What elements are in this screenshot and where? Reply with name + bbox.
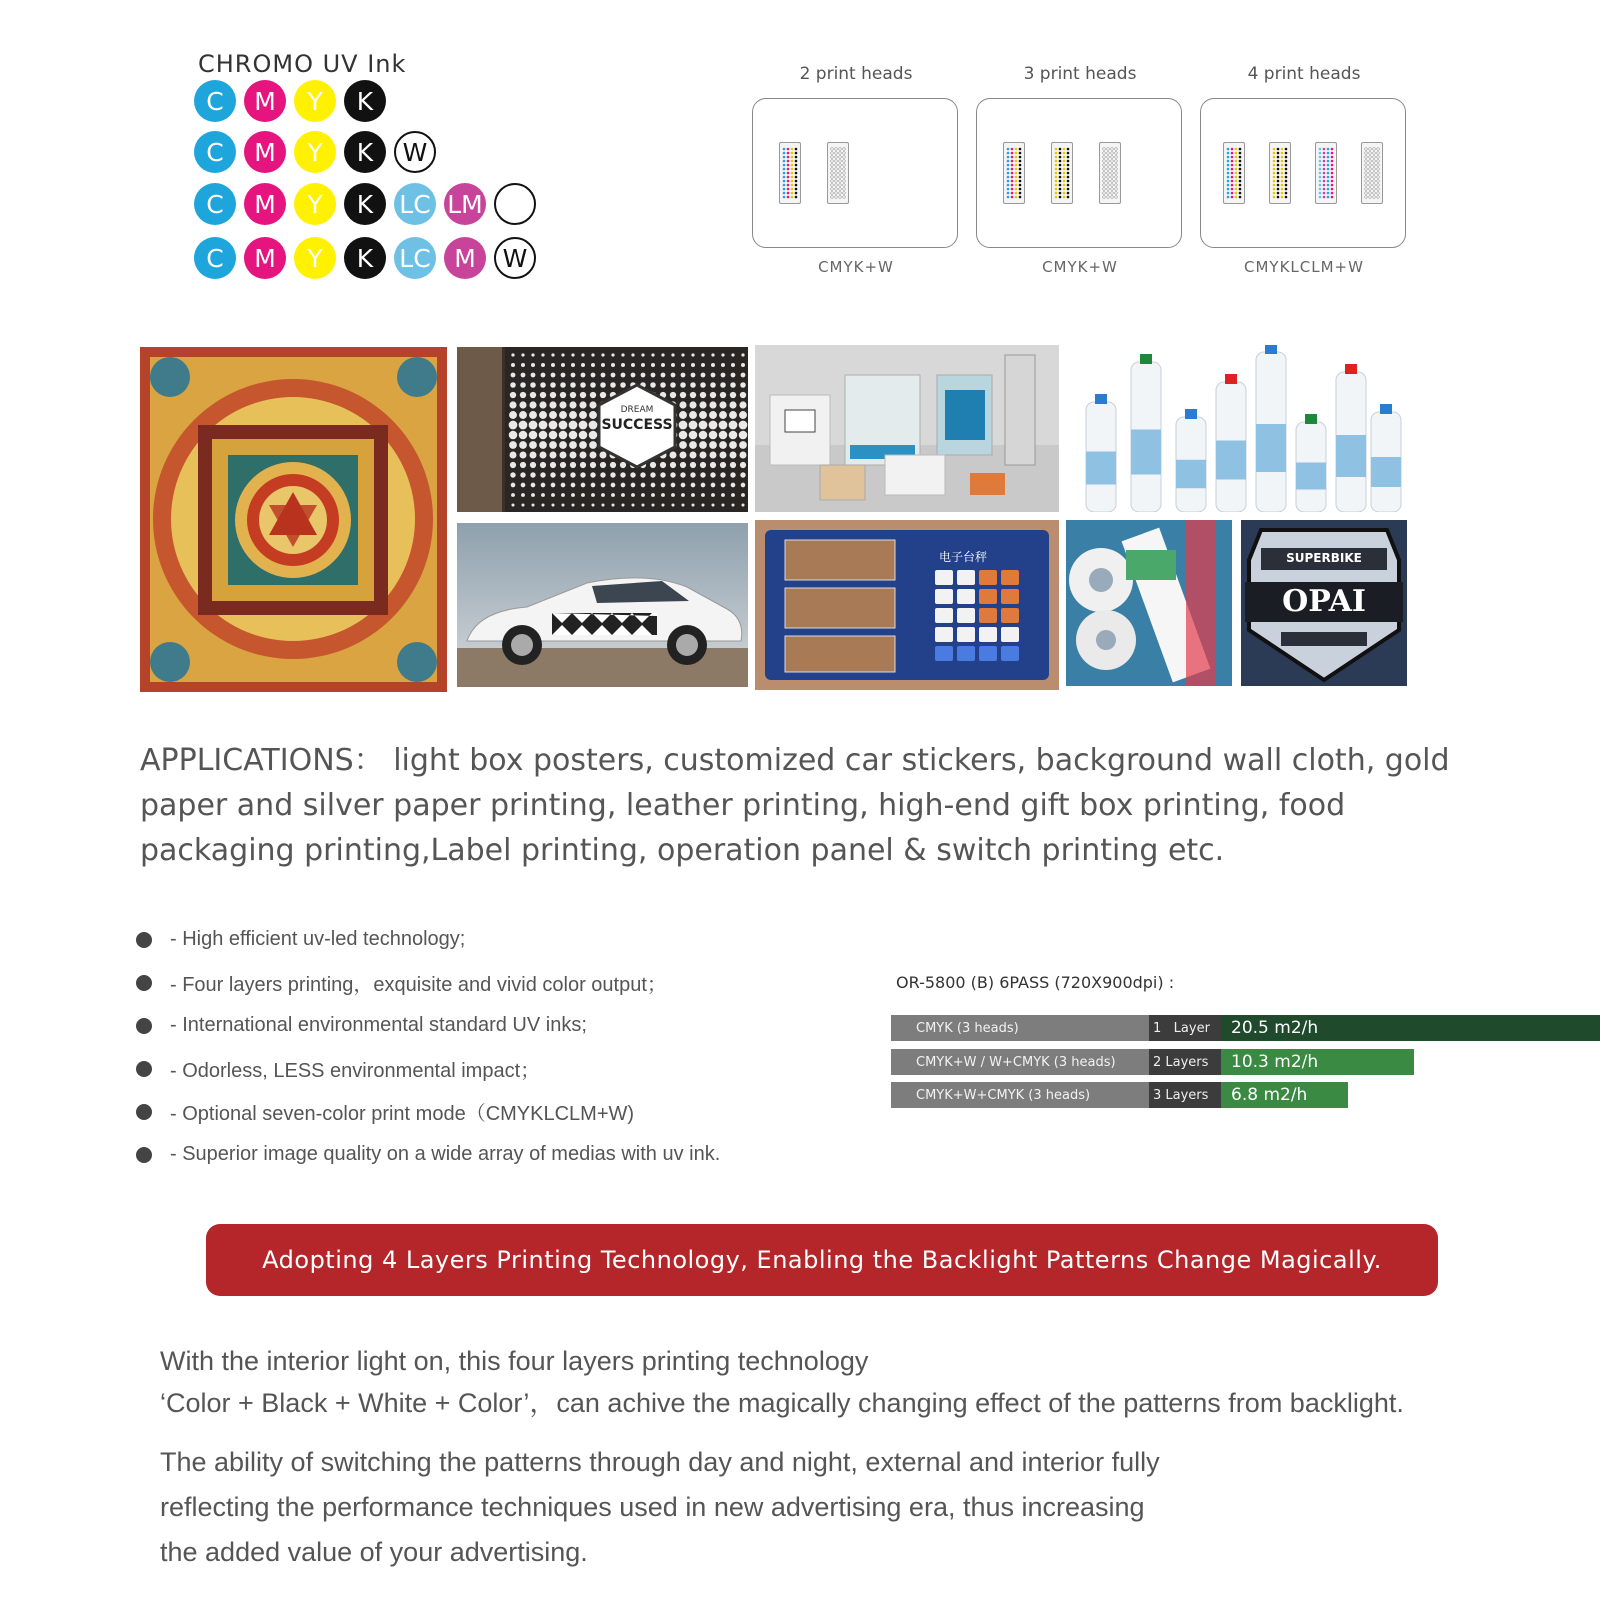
- backlight-paragraph: [160, 1340, 1540, 1424]
- speed-layers-cell: 2 Layers: [1149, 1049, 1221, 1075]
- bullet-icon: [136, 1018, 152, 1034]
- print-head-icon: [1099, 142, 1121, 204]
- feature-item: [136, 1090, 720, 1133]
- print-head-icon: [1003, 142, 1025, 204]
- speed-mode-cell: CMYK+W+CMYK (3 heads): [891, 1082, 1149, 1108]
- ink-swatch: Y: [294, 131, 336, 173]
- feature-item: [136, 918, 720, 961]
- ink-row: [194, 183, 536, 225]
- window-film-success-photo: [457, 347, 748, 512]
- ink-swatch: LC: [394, 183, 436, 225]
- ink-swatch: M: [244, 131, 286, 173]
- speed-mode-cell: CMYK (3 heads): [891, 1015, 1149, 1041]
- ink-swatch: M: [244, 237, 286, 279]
- print-head-carriage: [1200, 98, 1406, 248]
- ink-swatch: C: [194, 131, 236, 173]
- feature-list: [136, 918, 720, 1176]
- ink-swatch: LM: [444, 183, 486, 225]
- print-head-icon: [1315, 142, 1337, 204]
- feature-item: [136, 1047, 720, 1090]
- speed-row: [891, 1015, 1600, 1041]
- print-head-mode-label: CMYK+W: [818, 258, 894, 276]
- print-head-mode-label: CMYKLCLM+W: [1244, 258, 1364, 276]
- bullet-icon: [136, 975, 152, 991]
- ink-swatch: C: [194, 237, 236, 279]
- ink-swatch: K: [344, 237, 386, 279]
- bullet-icon: [136, 1147, 152, 1163]
- ink-swatch: Y: [294, 183, 336, 225]
- speed-bar: 20.5 m2/h: [1221, 1015, 1600, 1041]
- paragraph-line: ‘Color + Black + White + Color’，can achive the magically changing effect of the patterns from backlight.: [160, 1388, 1404, 1418]
- feature-item: [136, 961, 720, 1004]
- bullet-icon: [136, 1104, 152, 1120]
- print-head-icon: [1051, 142, 1073, 204]
- print-heads-diagram: [752, 64, 1408, 276]
- speed-row: [891, 1082, 1348, 1108]
- feature-item: [136, 1133, 720, 1176]
- paragraph-line: reflecting the performance techniques used in new advertising era, thus increasing: [160, 1492, 1145, 1522]
- feature-text: - High efficient uv-led technology;: [170, 928, 466, 950]
- bullet-icon: [136, 1061, 152, 1077]
- paragraph-line: The ability of switching the patterns through day and night, external and interior fully: [160, 1447, 1160, 1477]
- speed-layers-cell: 1 Layer: [1149, 1015, 1221, 1041]
- ink-swatch: Y: [294, 80, 336, 122]
- speed-layers-cell: 3 Layers: [1149, 1082, 1221, 1108]
- ink-swatch: Y: [294, 237, 336, 279]
- feature-text: - Odorless, LESS environmental impact；: [170, 1060, 541, 1082]
- scale-panel-text: 电子台秤: [939, 550, 988, 564]
- paragraph-line: the added value of your advertising.: [160, 1537, 588, 1567]
- print-head-carriage: [976, 98, 1182, 248]
- ink-row: [194, 80, 386, 122]
- ink-swatch: M: [244, 80, 286, 122]
- ink-swatch: [494, 183, 536, 225]
- feature-text: - Four layers printing，exquisite and vivid color output；: [170, 974, 667, 996]
- print-head-icon: [827, 142, 849, 204]
- feature-item: [136, 1004, 720, 1047]
- window-film-text: SUCCESS: [601, 417, 673, 433]
- paragraph-line: With the interior light on, this four layers printing technology: [160, 1346, 869, 1376]
- ink-row: [194, 131, 436, 173]
- car-shark-sticker-photo: [457, 523, 748, 687]
- bottle-labels-photo: [1066, 345, 1406, 512]
- window-film-subtext: DREAM: [620, 405, 654, 415]
- print-head-count-label: 2 print heads: [799, 64, 913, 84]
- print-head-count-label: 3 print heads: [1023, 64, 1137, 84]
- label-rolls-photo: [1066, 520, 1232, 686]
- print-head-icon: [1269, 142, 1291, 204]
- speed-mode-cell: CMYK+W / W+CMYK (3 heads): [891, 1049, 1149, 1075]
- ink-swatch: C: [194, 80, 236, 122]
- print-head-carriage: [752, 98, 958, 248]
- speed-bar: 6.8 m2/h: [1221, 1082, 1348, 1108]
- ink-swatch: K: [344, 131, 386, 173]
- feature-text: - International environmental standard UV inks;: [170, 1014, 587, 1036]
- ink-swatch: M: [444, 237, 486, 279]
- ink-legend-title: CHROMO UV Ink: [198, 50, 407, 78]
- ink-swatch: W: [394, 131, 436, 173]
- feature-text: - Superior image quality on a wide array of medias with uv ink.: [170, 1143, 721, 1165]
- electronic-scale-panel-photo: [755, 520, 1059, 690]
- mandala-thangka-photo: [140, 347, 447, 692]
- print-head-count-label: 4 print heads: [1247, 64, 1361, 84]
- switching-paragraph: [160, 1440, 1540, 1575]
- badge-text: OPAI: [1282, 584, 1366, 619]
- ink-swatch: C: [194, 183, 236, 225]
- ink-swatch: W: [494, 237, 536, 279]
- bullet-icon: [136, 932, 152, 948]
- superbike-badge-photo: [1241, 520, 1407, 686]
- technology-banner: Adopting 4 Layers Printing Technology, Enabling the Backlight Patterns Change Magically.: [206, 1224, 1438, 1296]
- print-head-config: [1200, 64, 1408, 276]
- feature-text: - Optional seven-color print mode（CMYKLCLM+W): [170, 1103, 635, 1125]
- ink-row: [194, 237, 536, 279]
- speed-row: [891, 1049, 1414, 1075]
- ink-swatch: M: [244, 183, 286, 225]
- print-head-mode-label: CMYK+W: [1042, 258, 1118, 276]
- speed-table-title: OR-5800 (B) 6PASS (720X900dpi) :: [896, 973, 1175, 992]
- print-head-icon: [779, 142, 801, 204]
- speed-bar: 10.3 m2/h: [1221, 1049, 1414, 1075]
- print-head-icon: [1223, 142, 1245, 204]
- ink-swatch: K: [344, 80, 386, 122]
- print-head-icon: [1361, 142, 1383, 204]
- applications-text: APPLICATIONS： light box posters, customized car stickers, background wall cloth, gold paper and silver paper printing, leather printing, high-end gift box printing, food packaging printing,Label printing, operation panel & switch printing etc.: [140, 743, 1450, 868]
- print-head-config: [752, 64, 960, 276]
- badge-subtext: SUPERBIKE: [1286, 551, 1362, 565]
- acrylic-gift-box-photo: [755, 345, 1059, 512]
- ink-swatch: LC: [394, 237, 436, 279]
- print-head-config: [976, 64, 1184, 276]
- ink-swatch: K: [344, 183, 386, 225]
